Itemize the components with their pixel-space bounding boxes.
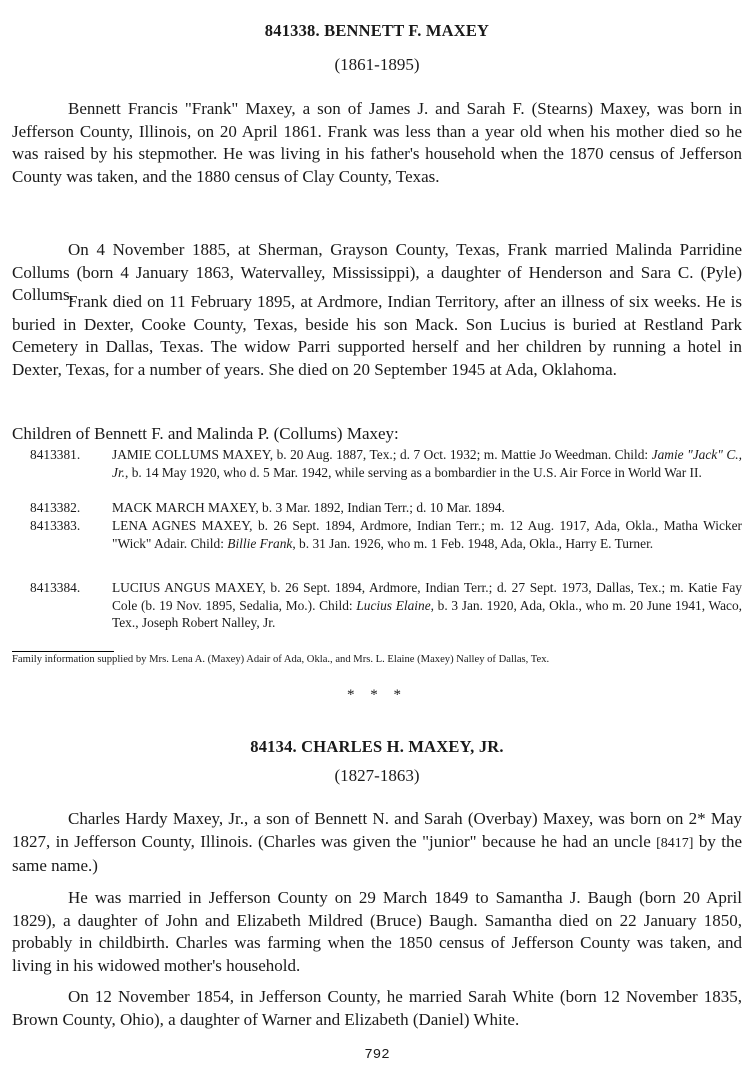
child-number: 8413384. <box>30 580 81 595</box>
paragraph: He was married in Jefferson County on 29 March 1849 to Samantha J. Baugh (born 20 April 1829), a daughter of John and Elizabeth Mildred (Bruce) Baugh. Samantha died on 22 January 1850, probably in childbirth. Charles was farming when the 1850 census of Jefferson County was taken, and living in his widowed mother's household. <box>12 888 742 975</box>
paragraph: On 4 November 1885, at Sherman, Grayson County, Texas, Frank married Malinda Parridine Collums (born 4 January 1863, Watervalley, Mississippi), a daughter of Henderson and Sara C. (Pyle) Collums. <box>12 240 742 304</box>
cross-reference: [8417] <box>656 835 694 851</box>
section-title: 841338. BENNETT F. MAXEY <box>264 21 490 40</box>
footnote-rule <box>12 651 114 652</box>
child-number: 8413383. <box>30 518 81 533</box>
page-number: 792 <box>364 1047 390 1063</box>
section-separator: * * * <box>347 687 407 703</box>
paragraph: On 12 November 1854, in Jefferson County, he married Sarah White (born 12 November 1835, Brown County, Ohio), a daughter of Warner and Elizabeth (Daniel) White. <box>12 987 742 1029</box>
child-text: LENA AGNES MAXEY, b. 26 Sept. 1894, Ardmore, Indian Terr.; m. 12 Aug. 1917, Ada, Okla., Matha Wicker "Wick" Adair. Child: Billie Frank, b. 31 Jan. 1926, who m. 1 Feb. 1948, Ada, Okla., Harry E. Turner. <box>112 518 742 551</box>
child-text: LUCIUS ANGUS MAXEY, b. 26 Sept. 1894, Ardmore, Indian Terr.; d. 27 Sept. 1973, Dallas, Tex.; m. Katie Fay Cole (b. 19 Nov. 1895, Sedalia, Mo.). Child: Lucius Elaine, b. 3 Jan. 1920, Ada, Okla., who m. 20 June 1941, Waco, Tex., Joseph Robert Nalley, Jr. <box>112 580 743 631</box>
paragraph: Bennett Francis "Frank" Maxey, a son of James J. and Sarah F. (Stearns) Maxey, was born in Jefferson County, Illinois, on 20 April 1861. Frank was less than a year old when his mother died so he was raised by his stepmother. He was living in his father's household when the 1870 census of Jefferson County was taken, and the 1880 census of Clay County, Texas. <box>12 99 742 186</box>
child-entry <box>30 499 742 517</box>
paragraph: Frank died on 11 February 1895, at Ardmore, Indian Territory, after an illness of six weeks. He is buried in Dexter, Cooke County, Texas, beside his son Mack. Son Lucius is buried at Restland Park Cemetery in Dallas, Texas. The widow Parri supported herself and her children by running a hotel in Dexter, Texas, for a number of years. She died on 20 September 1945 at Ada, Oklahoma. <box>12 292 742 379</box>
children-heading: Children of Bennett F. and Malinda P. (Collums) Maxey: <box>12 424 399 443</box>
child-entry <box>30 579 742 632</box>
section-title: 84134. CHARLES H. MAXEY, JR. <box>250 737 504 756</box>
child-text: JAMIE COLLUMS MAXEY, b. 20 Aug. 1887, Tex.; d. 7 Oct. 1932; m. Mattie Jo Weedman. Child: Jamie "Jack" C., Jr., b. 14 May 1920, who d. 5 Mar. 1942, while serving as a bombardier in the U.S. Air Force in World War II. <box>112 447 742 480</box>
child-entry <box>30 517 742 552</box>
child-text: MACK MARCH MAXEY, b. 3 Mar. 1892, Indian Terr.; d. 10 Mar. 1894. <box>112 500 505 515</box>
child-entry <box>30 446 742 481</box>
footnote: Family information supplied by Mrs. Lena A. (Maxey) Adair of Ada, Okla., and Mrs. L. Elaine (Maxey) Nalley of Dallas, Tex. <box>12 654 550 665</box>
child-number: 8413382. <box>30 500 81 515</box>
child-number: 8413381. <box>30 447 81 462</box>
paragraph: Charles Hardy Maxey, Jr., a son of Bennett N. and Sarah (Overbay) Maxey, was born on 2* May 1827, in Jefferson County, Illinois. (Charles was given the "junior" because he had an uncle [8417] by the same name.) <box>12 809 742 875</box>
section-dates: (1861-1895) <box>334 55 420 74</box>
section-dates: (1827-1863) <box>334 766 420 785</box>
